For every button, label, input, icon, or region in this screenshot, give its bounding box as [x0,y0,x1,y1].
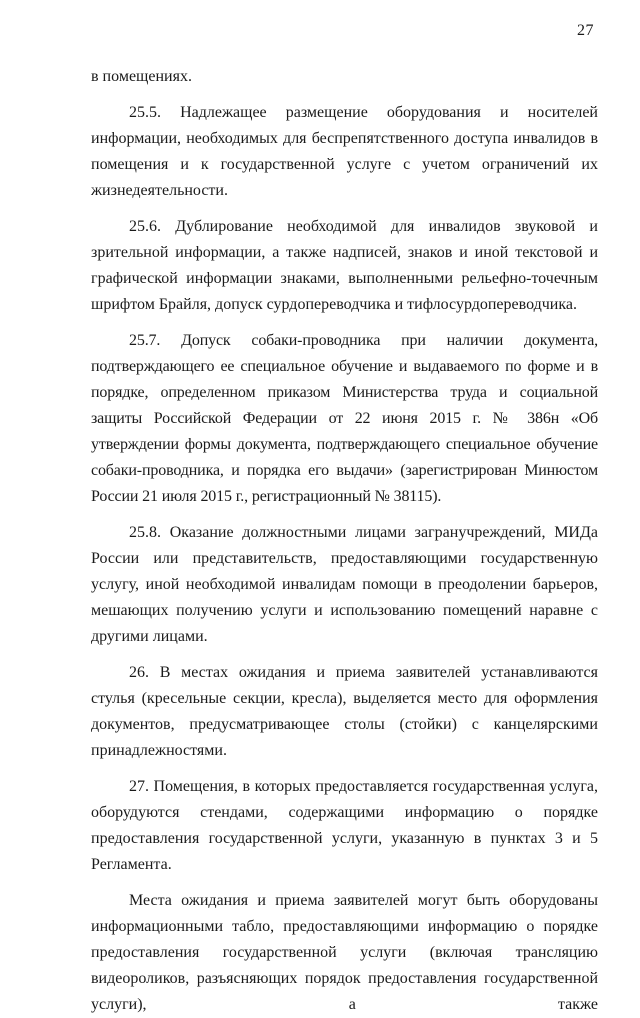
paragraph-25-5: 25.5. Надлежащее размещение оборудования и носителей информации, необходимых для беспрепятственного доступа инвалидов в помещения и к государственной услуге с учетом ограничений их жизнедеятельности. [91,104,598,199]
paragraph-25-6: 25.6. Дублирование необходимой для инвалидов звуковой и зрительной информации, а также надписей, знаков и иной текстовой и графической информации знаками, выполненными рельефно-точечным шрифтом Брайля, допуск сурдопереводчика и тифлосурдопереводчика. [91,218,598,313]
paragraph-26: 26. В местах ожидания и приема заявителей устанавливаются стулья (кресельные секции, кресла), выделяется место для оформления документов, предусматривающее столы (стойки) с канцелярскими принадлежностями. [91,664,598,759]
paragraph-27: 27. Помещения, в которых предоставляется государственная услуга, оборудуются стендами, содержащими информацию о порядке предоставления государственной услуги, указанную в пунктах 3 и 5 Регламента. [91,778,598,873]
paragraph-25-8: 25.8. Оказание должностными лицами загранучреждений, МИДа России или представительств, предоставляющими государственную услугу, иной необходимой инвалидам помощи в преодолении барьеров, мешающих получению услуги и использованию помещений наравне с другими лицами. [91,524,598,645]
paragraph-continuation: в помещениях. [91,68,192,85]
paragraph-25-7: 25.7. Допуск собаки-проводника при наличии документа, подтверждающего ее специальное обучение и выдаваемого по форме и в порядке, определенном приказом Министерства труда и социальной защиты Российской Федерации от 22 июня 2015 г. № 386н «Об утверждении формы документа, подтверждающего специальное обучение собаки-проводника, и порядка его выдачи» (зарегистрирован Минюстом России 21 июля 2015 г., регистрационный № 38115). [91,332,598,505]
paragraph-27-places: Места ожидания и приема заявителей могут быть оборудованы информационными табло, предоставляющими информацию о порядке предоставления государственной услуги (включая трансляцию видеороликов, разъясняющих порядок предоставления государственной услуги), а также [91,892,598,1013]
document-body [91,64,598,1018]
page-number: 27 [577,22,594,39]
